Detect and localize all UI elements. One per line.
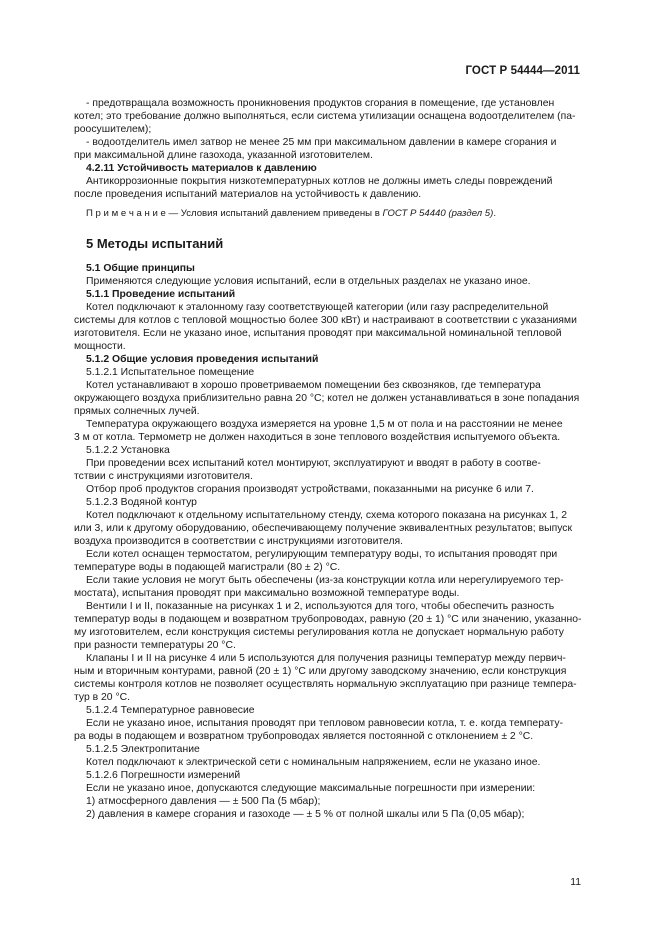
text-line: системы контроля котлов не позволяет осуществлять нормальную эксплуатацию при разнице темпера- xyxy=(74,679,577,690)
text-line: тур в 20 °С. xyxy=(74,692,131,703)
clause-title: 5.1.2 Общие условия проведения испытаний xyxy=(86,354,319,365)
note-label: П р и м е ч а н и е xyxy=(86,208,166,219)
text-line: котел; это требование должно выполняться, если система утилизации оснащена водоотделителем (па- xyxy=(74,111,576,122)
text-line: или 3, или к другому оборудованию, обеспечивающему получение эквивалентных результатов; выпуск xyxy=(74,523,573,534)
text-line: изготовителя. Если не указано иное, испытания проводят при максимальной номинальной тепловой xyxy=(74,328,562,339)
text-line: ным и вторичным контурами, равной (20 ± 1) °С или другому заводскому значению, если конструкция xyxy=(74,666,567,677)
text-line: Отбор проб продуктов сгорания производят устройствами, показанными на рисунке 6 или 7. xyxy=(86,484,534,495)
text-line: температур воды в подающем и возвратном трубопроводах, равную (20 ± 1) °С или значению, указанно- xyxy=(74,614,582,625)
clause-5-1-2-2 xyxy=(74,444,587,496)
document-body xyxy=(74,97,587,821)
text-line: роосушителем); xyxy=(74,124,152,135)
text-line: при разности температуры 20 °С. xyxy=(74,640,236,651)
clause-5-1-2-1 xyxy=(74,366,587,444)
note-reference: ГОСТ Р 54440 (раздел 5) xyxy=(382,208,494,219)
clause-title: 5.1.2.5 Электропитание xyxy=(86,744,200,755)
text-line: Клапаны I и II на рисунке 4 или 5 используются для получения разницы температур между первич- xyxy=(86,653,566,664)
clause-title: 5.1.2.6 Погрешности измерений xyxy=(86,770,241,781)
clause-5-1-1 xyxy=(74,288,587,353)
list-item: 2) давления в камере сгорания и газоходе — ± 5 % от полной шкалы или 5 Па (0,05 мбар); xyxy=(86,809,525,820)
text-line: после проведения испытаний материалов на устойчивость к давлению. xyxy=(74,189,422,200)
text-line: Антикоррозионные покрытия низкотемпературных котлов не должны иметь следы повреждений xyxy=(86,176,553,187)
text-line: мощности. xyxy=(74,341,126,352)
clause-5-1-2-3 xyxy=(74,496,587,704)
clause-title: 5.1.1 Проведение испытаний xyxy=(86,289,236,300)
text-line: Если не указано иное, испытания проводят при тепловом равновесии котла, т. е. когда температу- xyxy=(86,718,564,729)
text-line: прямых солнечных лучей. xyxy=(74,406,200,417)
clause-title: 5.1.2.2 Установка xyxy=(86,445,170,456)
note xyxy=(74,207,587,220)
note-text: — Условия испытаний давлением приведены в xyxy=(165,208,383,219)
clause-5-1-2-5 xyxy=(74,743,587,769)
document-header: ГОСТ Р 54444—2011 xyxy=(465,65,580,77)
text-line: Применяются следующие условия испытаний, если в отдельных разделах не указано иное. xyxy=(86,276,531,287)
text-line: Вентили I и II, показанные на рисунках 1 и 2, используются для того, чтобы обеспечить разность xyxy=(86,601,555,612)
clause-title: 4.2.11 Устойчивость материалов к давлению xyxy=(86,163,317,174)
text-line: мостата), испытания проводят при максимально возможной температуре воды. xyxy=(74,588,460,599)
note-end: . xyxy=(493,208,496,219)
clause-title: 5.1.2.3 Водяной контур xyxy=(86,497,197,508)
section-title: 5 Методы испытаний xyxy=(86,236,224,251)
clause-5-1-2-6 xyxy=(74,769,587,821)
text-line: 3 м от котла. Термометр не должен находиться в зоне теплового воздействия испытуемого объекта. xyxy=(74,432,561,443)
text-line: системы для котлов с тепловой мощностью более 300 кВт) и настраивают в соответствии с указаниями xyxy=(74,315,577,326)
clause-title: 5.1.2.4 Температурное равновесие xyxy=(86,705,255,716)
clause-title: 5.1 Общие принципы xyxy=(86,263,195,274)
list-item: 1) атмосферного давления — ± 500 Па (5 мбар); xyxy=(86,796,321,807)
text-line: - предотвращала возможность проникновения продуктов сгорания в помещение, где установлен xyxy=(86,98,555,109)
text-line: Температура окружающего воздуха измеряется на уровне 1,5 м от пола и на расстоянии не менее xyxy=(86,419,563,430)
text-line: при максимальной длине газохода, указанной изготовителем. xyxy=(74,150,373,161)
clause-5-1 xyxy=(74,262,587,288)
clause-4-2-11 xyxy=(74,162,587,201)
text-line: воздуха производится в соответствии с инструкциями изготовителя. xyxy=(74,536,404,547)
text-line: му изготовителем, если конструкция системы регулирования котла не допускает нормальную работу xyxy=(74,627,564,638)
text-line: Если котел оснащен термостатом, регулирующим температуру воды, то испытания проводят при xyxy=(86,549,558,560)
text-line: При проведении всех испытаний котел монтируют, эксплуатируют и вводят в работу в соотве- xyxy=(86,458,541,469)
text-line: - водоотделитель имел затвор не менее 25 мм при максимальном давлении в камере сгорания и xyxy=(86,137,557,148)
text-line: Если не указано иное, допускаются следующие максимальные погрешности при измерении: xyxy=(86,783,536,794)
text-line: окружающего воздуха приблизительно равна 20 °С; котел не должен устанавливаться в зоне попадания xyxy=(74,393,580,404)
text-line: Если такие условия не могут быть обеспечены (из-за конструкции котла или нерегулируемого тер- xyxy=(86,575,564,586)
text-line: тствии с инструкциями изготовителя. xyxy=(74,471,253,482)
clause-title: 5.1.2.1 Испытательное помещение xyxy=(86,367,255,378)
text-line: ра воды в подающем и возвратном трубопроводах является постоянной с отклонением ± 2 °С. xyxy=(74,731,534,742)
clause-5-1-2-4 xyxy=(74,704,587,743)
text-line: Котел подключают к отдельному испытательному стенду, схема которого показана на рисунках 1, 2 xyxy=(86,510,567,521)
text-line: Котел устанавливают в хорошо проветриваемом помещении без сквозняков, где температура xyxy=(86,380,541,391)
text-line: Котел подключают к электрической сети с номинальным напряжением, если не указано иное. xyxy=(86,757,541,768)
text-line: Котел подключают к эталонному газу соответствующей категории (или газу распределительной xyxy=(86,302,549,313)
page-number: 11 xyxy=(570,877,581,888)
continuation-block xyxy=(74,97,587,162)
text-line: температуре воды в подающей магистрали (80 ± 2) °С. xyxy=(74,562,341,573)
